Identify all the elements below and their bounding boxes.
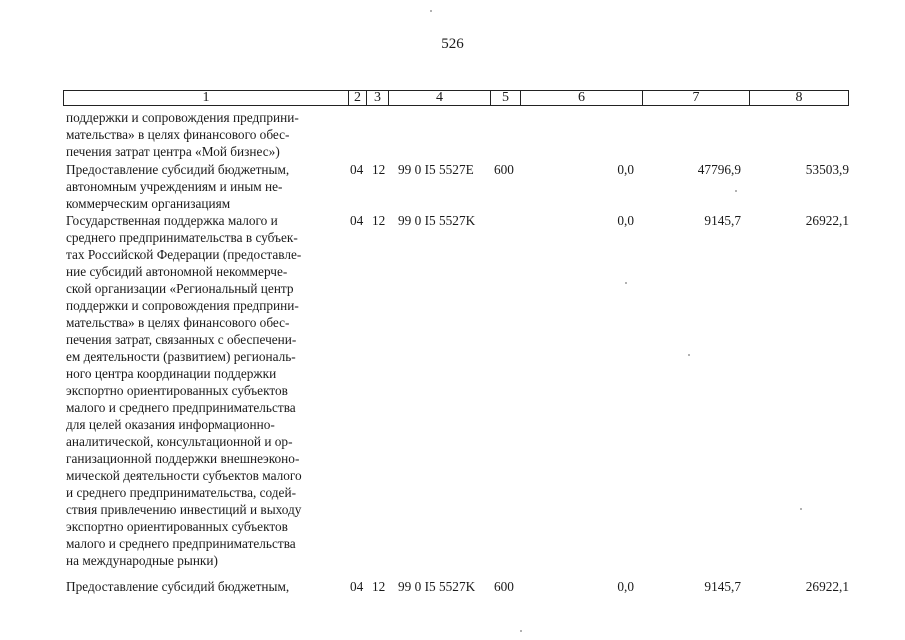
scan-speck (625, 282, 627, 284)
header-col-6: 6 (520, 91, 642, 105)
page-number: 526 (441, 36, 464, 52)
table-cell-pr: 12 (372, 162, 386, 177)
header-col-2: 2 (348, 91, 366, 105)
table-row-description: поддержки и сопровождения предприни- мательства» в целях финансового обес- печения затрат центра «Мой бизнес») (66, 110, 299, 159)
table-cell-vr: 600 (494, 579, 514, 594)
table-cell-rz: 04 (350, 213, 364, 228)
table-cell-col7: 9145,7 (704, 213, 741, 228)
scan-speck (430, 10, 432, 12)
table-cell-rz: 04 (350, 579, 364, 594)
scan-speck (520, 630, 522, 632)
header-col-7: 7 (642, 91, 749, 105)
table-cell-col8: 26922,1 (805, 213, 849, 228)
table-cell-pr: 12 (372, 579, 386, 594)
table-cell-col6: 0,0 (617, 162, 634, 177)
scan-speck (800, 508, 802, 510)
header-col-4: 4 (388, 91, 490, 105)
table-row-description: Предоставление субсидий бюджетным, автономным учреждениям и иным не- коммерческим организациям (66, 162, 290, 211)
table-cell-pr: 12 (372, 213, 386, 228)
scan-speck (735, 190, 737, 192)
table-cell-col7: 47796,9 (697, 162, 741, 177)
header-col-3: 3 (366, 91, 388, 105)
table-cell-col6: 0,0 (617, 579, 634, 594)
table-row-description: Государственная поддержка малого и среднего предпринимательства в субъек- тах Российской Федерации (предоставле- ние субсидий автономной некоммерче- ской организации «Региональный центр поддержки и сопровождения предприни- мательства» в целях финансового обес- печения затрат, связанных с обеспечени- ем деятельности (развитием) региональ- ного центра координации поддержки экспортно ориентированных субъектов малого и среднего предпринимательства для целей оказания информационно- аналитической, консультационной и ор- ганизационной поддержки внешнеэконо- мической деятельности субъектов малого и среднего предпринимательства, содей- ствия привлечению инвестиций и выходу экспортно ориентированных субъектов малого и среднего предпринимательства на международные рынки) (66, 213, 302, 568)
table-cell-col7: 9145,7 (704, 579, 741, 594)
table-cell-col6: 0,0 (617, 213, 634, 228)
table-cell-vr: 600 (494, 162, 514, 177)
table-cell-col8: 26922,1 (805, 579, 849, 594)
table-cell-csr: 99 0 I5 5527K (398, 579, 476, 594)
scan-speck (688, 354, 690, 356)
table-cell-csr: 99 0 I5 5527E (398, 162, 474, 177)
header-col-8: 8 (749, 91, 848, 105)
table-row-description: Предоставление субсидий бюджетным, (66, 579, 290, 594)
table-header (63, 90, 849, 106)
table-cell-csr: 99 0 I5 5527K (398, 213, 476, 228)
table-cell-col8: 53503,9 (805, 162, 849, 177)
table-cell-rz: 04 (350, 162, 364, 177)
header-col-5: 5 (490, 91, 520, 105)
header-col-1: 1 (202, 90, 210, 105)
